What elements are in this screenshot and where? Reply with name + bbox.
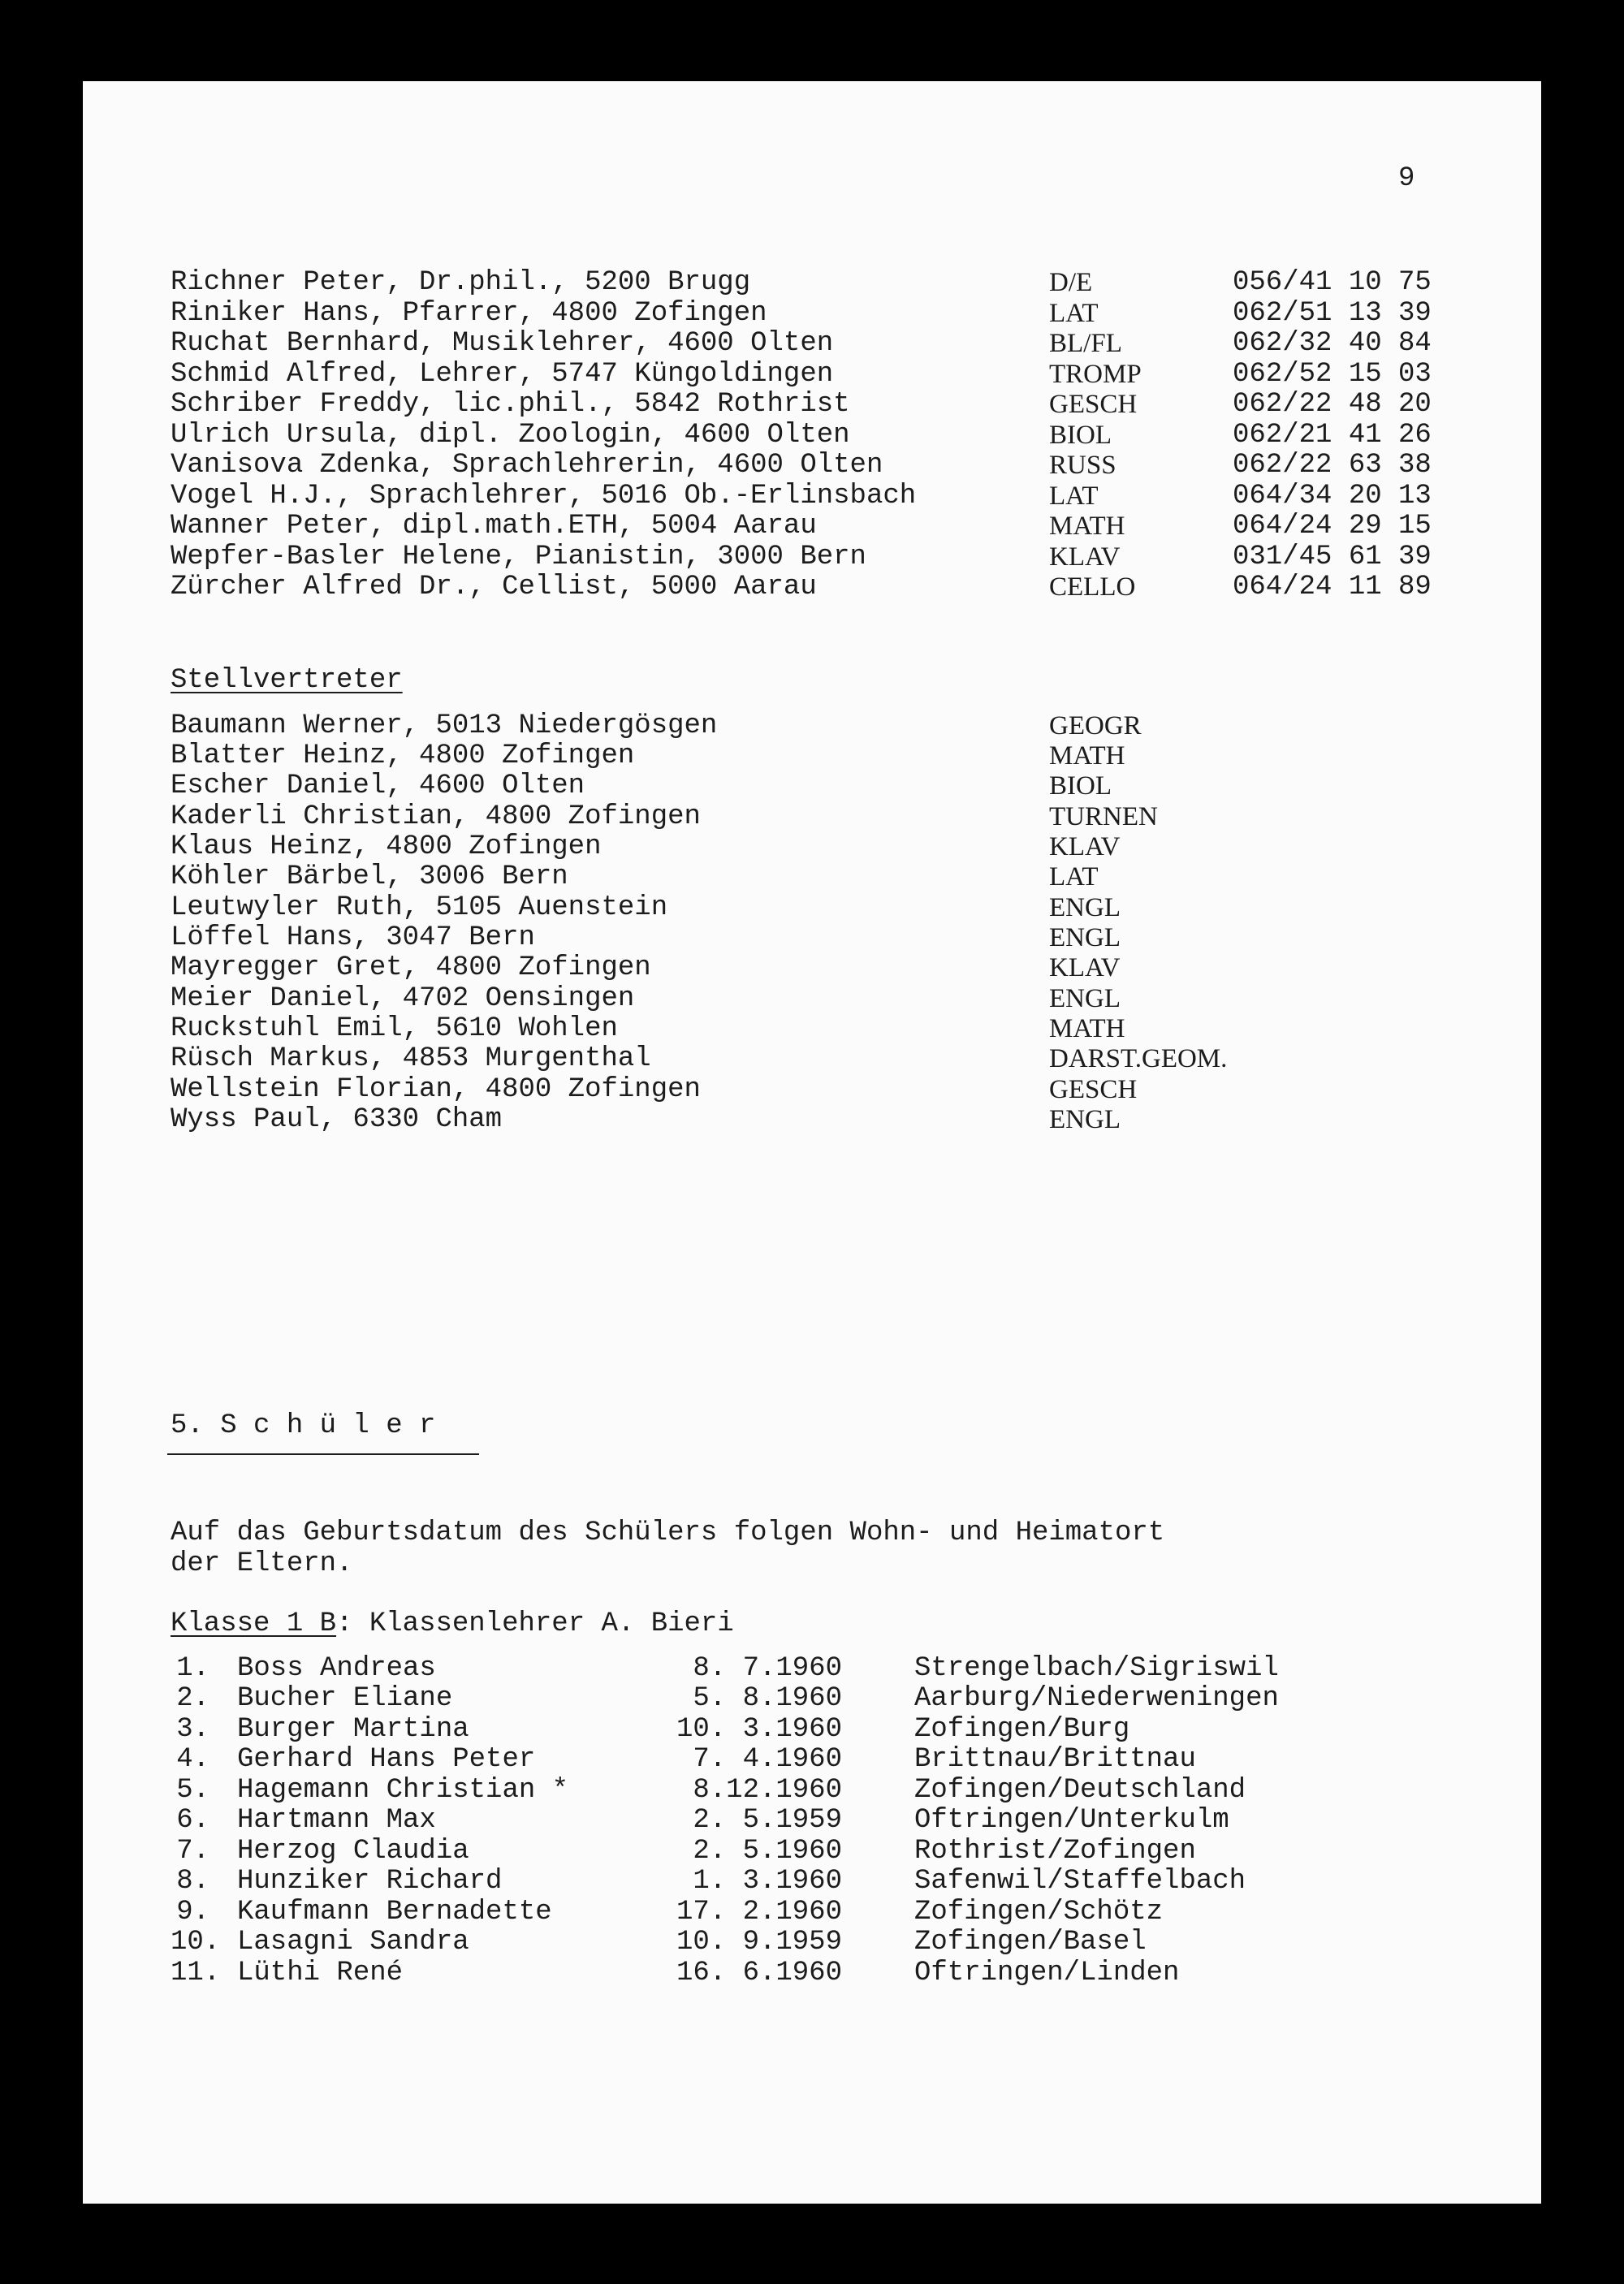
student-name: Gerhard Hans Peter (237, 1744, 536, 1775)
teacher-row (83, 267, 1541, 298)
teacher-name: Ulrich Ursula, dipl. Zoologin, 4600 Olten (171, 420, 850, 451)
student-place: Oftringen/Unterkulm (914, 1805, 1229, 1836)
student-row (83, 1744, 1541, 1775)
student-birthdate: 10. 9.1959 (676, 1927, 842, 1958)
student-place: Oftringen/Linden (914, 1958, 1180, 1988)
teacher-subject: LAT (1049, 299, 1099, 328)
teacher-subject: GESCH (1049, 390, 1138, 419)
student-row (83, 1958, 1541, 1988)
substitute-subject: GESCH (1049, 1075, 1138, 1104)
student-place: Aarburg/Niederweningen (914, 1683, 1279, 1714)
substitute-name: Wyss Paul, 6330 Cham (171, 1104, 503, 1135)
substitute-row (83, 1013, 1541, 1044)
page-number: 9 (1398, 163, 1415, 194)
student-number: 9. (176, 1897, 209, 1928)
substitute-name: Löffel Hans, 3047 Bern (171, 922, 535, 953)
substitute-row (83, 1104, 1541, 1135)
teacher-phone: 064/34 20 13 (1233, 481, 1432, 512)
student-name: Herzog Claudia (237, 1836, 469, 1867)
teacher-row (83, 298, 1541, 329)
student-place: Brittnau/Brittnau (914, 1744, 1196, 1775)
substitute-name: Wellstein Florian, 4800 Zofingen (171, 1074, 701, 1105)
teacher-subject: MATH (1049, 512, 1125, 541)
student-number: 2. (176, 1683, 209, 1714)
teacher-phone: 064/24 29 15 (1233, 511, 1432, 542)
substitute-row (83, 801, 1541, 832)
class-label: Klasse 1 B (171, 1608, 337, 1639)
section-underline (167, 1453, 479, 1455)
substitute-subject: ENGL (1049, 893, 1121, 922)
student-birthdate: 10. 3.1960 (676, 1714, 842, 1745)
teacher-phone: 056/41 10 75 (1233, 267, 1432, 298)
substitute-row (83, 922, 1541, 953)
teacher-phone: 062/32 40 84 (1233, 328, 1432, 359)
student-birthdate: 7. 4.1960 (693, 1744, 842, 1775)
teacher-name: Richner Peter, Dr.phil., 5200 Brugg (171, 267, 751, 298)
substitute-name: Ruckstuhl Emil, 5610 Wohlen (171, 1013, 618, 1044)
teacher-name: Vanisova Zdenka, Sprachlehrerin, 4600 Olten (171, 450, 883, 481)
substitute-subject: KLAV (1049, 953, 1121, 982)
substitute-row (83, 1074, 1541, 1105)
student-row (83, 1897, 1541, 1928)
substitute-name: Mayregger Gret, 4800 Zofingen (171, 952, 651, 983)
teacher-name: Wepfer-Basler Helene, Pianistin, 3000 Bern (171, 542, 866, 572)
student-name: Lüthi René (237, 1958, 404, 1988)
student-place: Safenwil/Staffelbach (914, 1866, 1246, 1897)
student-name: Burger Martina (237, 1714, 469, 1745)
teacher-phone: 062/22 48 20 (1233, 389, 1432, 420)
substitute-row (83, 1043, 1541, 1074)
student-place: Rothrist/Zofingen (914, 1836, 1196, 1867)
student-birthdate: 17. 2.1960 (676, 1897, 842, 1928)
student-row (83, 1805, 1541, 1836)
teacher-phone: 062/21 41 26 (1233, 420, 1432, 451)
student-birthdate: 2. 5.1959 (693, 1805, 842, 1836)
teacher-name: Schriber Freddy, lic.phil., 5842 Rothrist (171, 389, 850, 420)
student-birthdate: 5. 8.1960 (693, 1683, 842, 1714)
substitute-subject: BIOL (1049, 771, 1112, 801)
student-name: Kaufmann Bernadette (237, 1897, 552, 1928)
substitute-subject: ENGL (1049, 984, 1121, 1013)
teacher-name: Wanner Peter, dipl.math.ETH, 5004 Aarau (171, 511, 817, 542)
teacher-phone: 062/51 13 39 (1233, 298, 1432, 329)
student-birthdate: 8.12.1960 (693, 1775, 842, 1806)
substitute-row (83, 952, 1541, 983)
teacher-row (83, 481, 1541, 512)
teacher-row (83, 420, 1541, 451)
teacher-phone: 064/24 11 89 (1233, 572, 1432, 602)
substitute-row (83, 983, 1541, 1014)
student-number: 6. (176, 1805, 209, 1836)
student-number: 10. (171, 1927, 221, 1958)
student-place: Zofingen/Schötz (914, 1897, 1164, 1928)
student-birthdate: 8. 7.1960 (693, 1653, 842, 1684)
intro-line: der Eltern. (171, 1548, 353, 1579)
substitute-subject: LAT (1049, 862, 1099, 892)
student-number: 8. (176, 1866, 209, 1897)
teacher-row (83, 328, 1541, 359)
student-row (83, 1683, 1541, 1714)
student-number: 1. (176, 1653, 209, 1684)
substitute-name: Baumann Werner, 5013 Niedergösgen (171, 710, 718, 741)
teacher-name: Schmid Alfred, Lehrer, 5747 Küngoldingen (171, 359, 834, 390)
teacher-subject: RUSS (1049, 451, 1116, 480)
substitute-row (83, 771, 1541, 801)
student-number: 5. (176, 1775, 209, 1806)
substitute-subject: ENGL (1049, 923, 1121, 952)
substitute-row (83, 892, 1541, 923)
teacher-subject: D/E (1049, 268, 1093, 297)
substitute-row (83, 710, 1541, 741)
teacher-phone: 031/45 61 39 (1233, 542, 1432, 572)
student-place: Zofingen/Basel (914, 1927, 1147, 1958)
substitute-row (83, 740, 1541, 771)
student-row (83, 1775, 1541, 1806)
substitute-subject: GEOGR (1049, 711, 1142, 740)
student-row (83, 1866, 1541, 1897)
teacher-phone: 062/22 63 38 (1233, 450, 1432, 481)
student-place: Strengelbach/Sigriswil (914, 1653, 1279, 1684)
student-number: 3. (176, 1714, 209, 1745)
student-name: Hunziker Richard (237, 1866, 503, 1897)
student-name: Bucher Eliane (237, 1683, 453, 1714)
substitutes-heading: Stellvertreter (171, 665, 403, 696)
intro-line: Auf das Geburtsdatum des Schülers folgen Wohn- und Heimatort (171, 1518, 1165, 1548)
teacher-subject: LAT (1049, 481, 1099, 511)
substitute-subject: KLAV (1049, 832, 1121, 861)
substitute-subject: DARST.GEOM. (1049, 1044, 1228, 1073)
student-row (83, 1714, 1541, 1745)
student-number: 7. (176, 1836, 209, 1867)
substitute-name: Rüsch Markus, 4853 Murgenthal (171, 1043, 651, 1074)
teacher-subject: BL/FL (1049, 329, 1122, 358)
teacher-row (83, 450, 1541, 481)
teacher-subject: KLAV (1049, 542, 1121, 572)
student-place: Zofingen/Burg (914, 1714, 1130, 1745)
student-birthdate: 2. 5.1960 (693, 1836, 842, 1867)
substitute-name: Leutwyler Ruth, 5105 Auenstein (171, 892, 668, 923)
teacher-row (83, 542, 1541, 572)
teacher-subject: CELLO (1049, 572, 1136, 602)
teacher-name: Vogel H.J., Sprachlehrer, 5016 Ob.-Erlinsbach (171, 481, 917, 512)
student-number: 4. (176, 1744, 209, 1775)
substitute-subject: MATH (1049, 741, 1125, 771)
teacher-name: Ruchat Bernhard, Musiklehrer, 4600 Olten (171, 328, 834, 359)
substitute-name: Escher Daniel, 4600 Olten (171, 771, 585, 801)
student-birthdate: 1. 3.1960 (693, 1866, 842, 1897)
substitute-name: Meier Daniel, 4702 Oensingen (171, 983, 635, 1014)
student-birthdate: 16. 6.1960 (676, 1958, 842, 1988)
student-row (83, 1836, 1541, 1867)
substitute-row (83, 861, 1541, 892)
teacher-name: Zürcher Alfred Dr., Cellist, 5000 Aarau (171, 572, 817, 602)
teacher-phone: 062/52 15 03 (1233, 359, 1432, 390)
teacher-name: Riniker Hans, Pfarrer, 4800 Zofingen (171, 298, 767, 329)
teacher-subject: TROMP (1049, 360, 1142, 389)
teacher-row (83, 572, 1541, 602)
class-teacher: : Klassenlehrer A. Bieri (336, 1608, 734, 1639)
student-name: Lasagni Sandra (237, 1927, 469, 1958)
section-heading: 5. S c h ü l e r (171, 1410, 436, 1441)
substitute-name: Klaus Heinz, 4800 Zofingen (171, 831, 602, 862)
student-row (83, 1927, 1541, 1958)
teacher-subject: BIOL (1049, 421, 1112, 450)
teacher-row (83, 511, 1541, 542)
substitute-subject: MATH (1049, 1014, 1125, 1043)
class-heading (171, 1608, 734, 1640)
student-number: 11. (171, 1958, 221, 1988)
substitute-row (83, 831, 1541, 862)
student-place: Zofingen/Deutschland (914, 1775, 1246, 1806)
substitute-subject: ENGL (1049, 1105, 1121, 1134)
substitute-name: Köhler Bärbel, 3006 Bern (171, 861, 568, 892)
student-name: Hartmann Max (237, 1805, 436, 1836)
teacher-row (83, 389, 1541, 420)
student-row (83, 1653, 1541, 1684)
student-name: Hagemann Christian * (237, 1775, 569, 1806)
substitute-subject: TURNEN (1049, 802, 1158, 831)
substitute-name: Kaderli Christian, 4800 Zofingen (171, 801, 701, 832)
teacher-row (83, 359, 1541, 390)
document-page (83, 81, 1541, 2204)
student-name: Boss Andreas (237, 1653, 436, 1684)
substitute-name: Blatter Heinz, 4800 Zofingen (171, 740, 635, 771)
